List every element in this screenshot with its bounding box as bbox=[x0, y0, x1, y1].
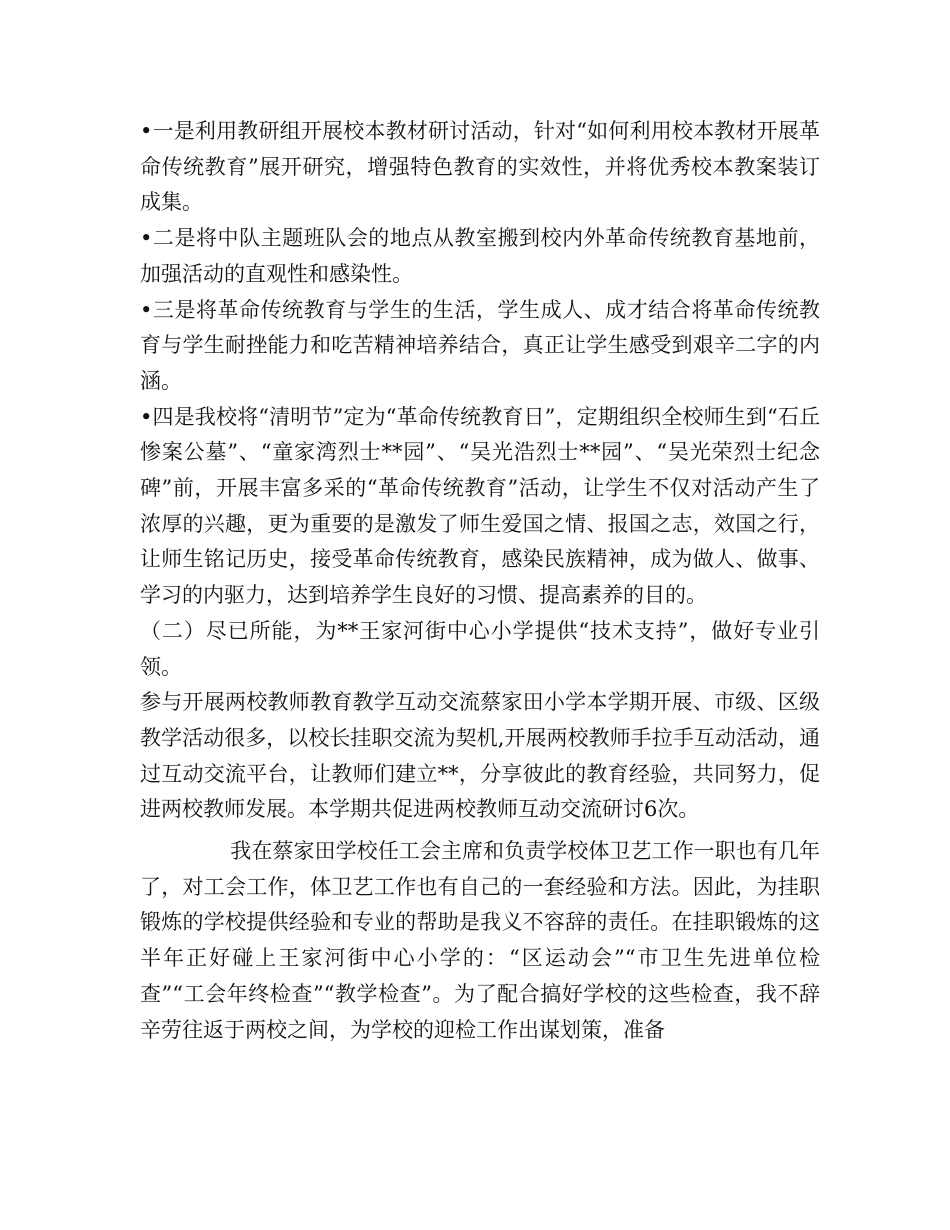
bullet-paragraph-1: •一是利用教研组开展校本教材研讨活动，针对“如何利用校本教材开展革命传统教育”展开研究，增强特色教育的实效性，并将优秀校本教案装订成集。 bbox=[140, 119, 820, 215]
bullet-paragraph-4: •四是我校将“清明节”定为“革命传统教育日”，定期组织全校师生到“石丘惨案公墓”、“童家湾烈士**园”、“吴光浩烈士**园”、“吴光荣烈士纪念碑”前，开展丰富多采的“革命传统教育”活动，让学生不仅对活动产生了浓厚的兴趣，更为重要的是激发了师生爱国之情、报国之志，效国之行，让师生铭记历史，接受革命传统教育，感染民族精神，成为做人、做事、学习的内驱力，达到培养学生良好的习惯、提高素养的目的。 bbox=[140, 404, 820, 608]
body-paragraph-exchange: 参与开展两校教师教育教学互动交流蔡家田小学本学期开展、市级、区级教学活动很多，以校长挂职交流为契机,开展两校教师手拉手互动活动，通过互动交流平台，让教师们建立**，分享彼此的教育经验，共同努力，促进两校教师发展。本学期共促进两校教师互动交流研讨6次。 bbox=[140, 690, 820, 822]
bullet-paragraph-3: •三是将革命传统教育与学生的生活，学生成人、成才结合将革命传统教育与学生耐挫能力和吃苦精神培养结合，真正让学生感受到艰辛二字的内涵。 bbox=[140, 297, 820, 393]
section-heading: （二）尽已所能，为**王家河街中心小学提供“技术支持”，做好专业引领。 bbox=[140, 618, 820, 679]
body-paragraph-union: 我在蔡家田学校任工会主席和负责学校体卫艺工作一职也有几年了，对工会工作，体卫艺工作也有自己的一套经验和方法。因此，为挂职锻炼的学校提供经验和专业的帮助是我义不容辞的责任。在挂职锻炼的这半年正好碰上王家河街中心小学的：“区运动会”“市卫生先进单位检查”“工会年终检查”“教学检查”。为了配合搞好学校的这些检查，我不辞辛劳往返于两校之间，为学校的迎检工作出谋划策，准备 bbox=[140, 839, 820, 1042]
document-body bbox=[140, 114, 820, 1048]
bullet-paragraph-2: •二是将中队主题班队会的地点从教室搬到校内外革命传统教育基地前，加强活动的直观性和感染性。 bbox=[140, 226, 820, 286]
